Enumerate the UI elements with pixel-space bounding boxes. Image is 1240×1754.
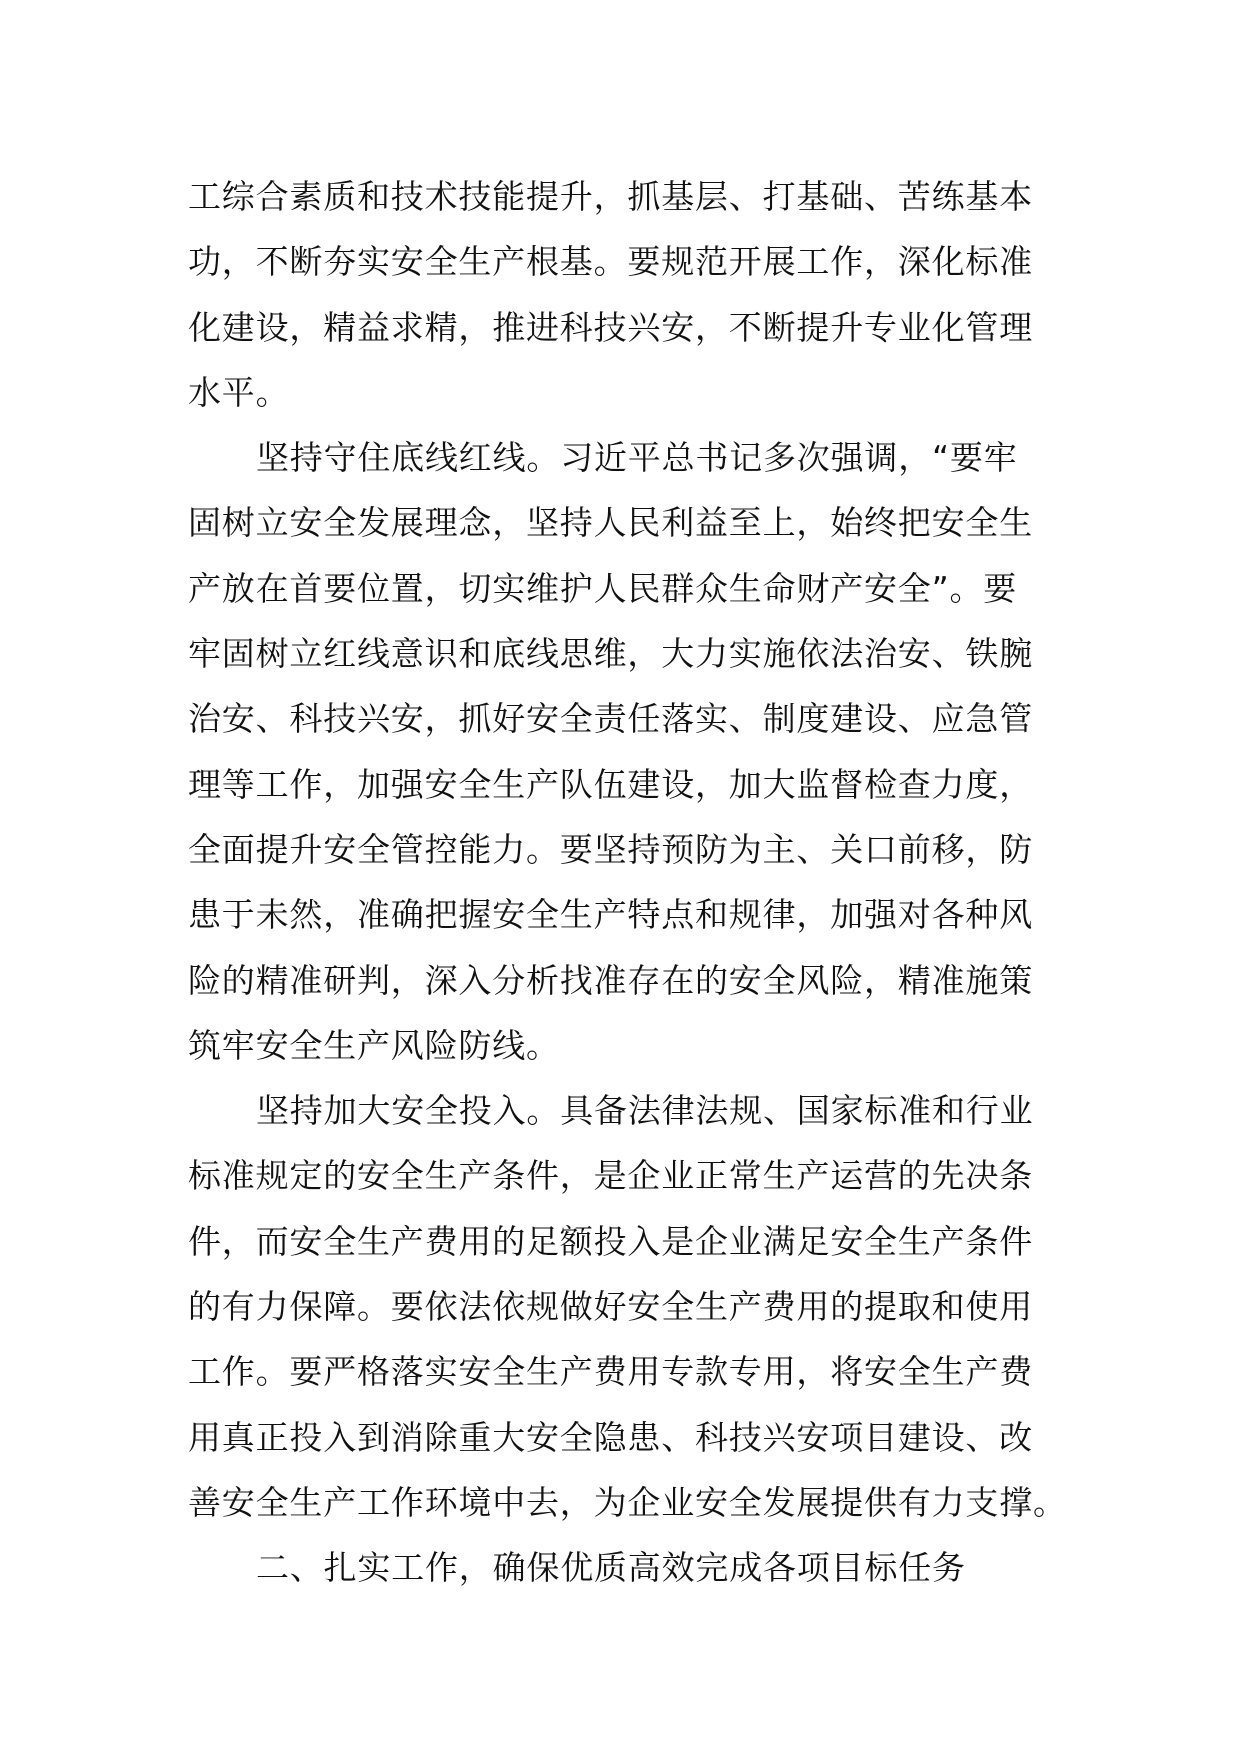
text-line: 工作。要严格落实安全生产费用专款专用，将安全生产费	[188, 1352, 1033, 1392]
paragraph	[188, 1535, 1058, 1600]
text-line: 固树立安全发展理念，坚持人民利益至上，始终把安全生	[188, 503, 1033, 543]
paragraph	[188, 164, 1058, 425]
text-line: 治安、科技兴安，抓好安全责任落实、制度建设、应急管	[188, 699, 1033, 739]
text-line: 理等工作，加强安全生产队伍建设，加大监督检查力度，	[188, 764, 1033, 804]
text-line: 产放在首要位置，切实维护人民群众生命财产安全”。要	[188, 568, 1018, 608]
paragraph	[188, 1078, 1067, 1535]
text-line: 件，而安全生产费用的足额投入是企业满足安全生产条件	[188, 1221, 1033, 1261]
text-line: 二、扎实工作，确保优质高效完成各项目标任务	[256, 1548, 966, 1588]
text-line: 筑牢安全生产风险防线。	[188, 1025, 560, 1065]
text-line: 险的精准研判，深入分析找准存在的安全风险，精准施策	[188, 960, 1033, 1000]
text-line: 善安全生产工作环境中去，为企业安全发展提供有力支撑。	[188, 1482, 1067, 1522]
text-line: 牢固树立红线意识和底线思维，大力实施依法治安、铁腕	[188, 634, 1033, 674]
text-line: 全面提升安全管控能力。要坚持预防为主、关口前移，防	[188, 829, 1033, 869]
text-line: 水平。	[188, 372, 290, 412]
paragraph	[188, 425, 1058, 1078]
text-line: 标准规定的安全生产条件，是企业正常生产运营的先决条	[188, 1156, 1033, 1196]
document-body	[188, 164, 1067, 1601]
text-line: 功，不断夯实安全生产根基。要规范开展工作，深化标准	[188, 242, 1033, 282]
text-line: 化建设，精益求精，推进科技兴安，不断提升专业化管理	[188, 307, 1033, 347]
text-line: 患于未然，准确把握安全生产特点和规律，加强对各种风	[188, 895, 1033, 935]
text-line: 的有力保障。要依法依规做好安全生产费用的提取和使用	[188, 1287, 1033, 1327]
text-line: 工综合素质和技术技能提升，抓基层、打基础、苦练基本	[188, 177, 1033, 216]
text-line: 用真正投入到消除重大安全隐患、科技兴安项目建设、改	[188, 1417, 1033, 1457]
text-line: 坚持守住底线红线。习近平总书记多次强调，“要牢	[256, 438, 1018, 478]
text-line: 坚持加大安全投入。具备法律法规、国家标准和行业	[256, 1091, 1034, 1131]
